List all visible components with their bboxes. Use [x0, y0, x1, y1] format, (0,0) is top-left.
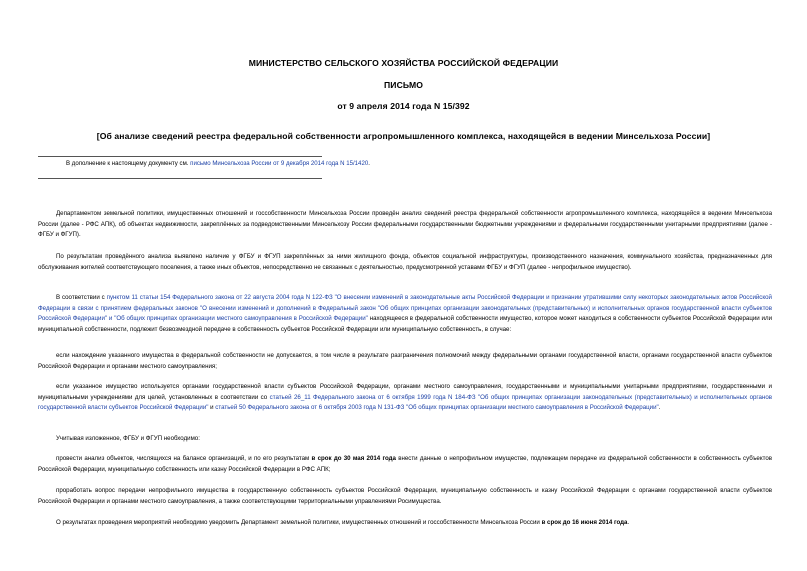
- paragraph-results: По результатам проведённого анализа выявлено наличие у ФГБУ и ФГУП закреплённых за ними жилищного фонда, объектов социальной инфраструктуры, производственного назначения, коммунального хозяйства, предназначенных для обслуживания жителей соответствующего поселения, а также иных объектов, непосредственно не связанных с деятельностью, предусмотренной уставами ФГБУ и ФГУП (далее - непрофильное имущество).: [38, 253, 772, 271]
- case-two-text-end: .: [658, 404, 661, 412]
- deadline-june-16: в срок до 16 июня 2014 года: [541, 519, 628, 526]
- action-analysis-text-start: провести анализ объектов, числящихся на балансе организаций, и по его результатам: [56, 455, 312, 462]
- reference-note-link[interactable]: письмо Минсельхоза России от 9 декабря 2014 года N 15/1420: [190, 160, 369, 167]
- legal-basis-text-start: В соответствии с: [56, 294, 107, 301]
- action-analysis-text-end: внести данные о непрофильном имуществе, подлежащем передаче из федеральной собственности в собственность субъектов Российской Федерации, муниципальную собственность или казну Российской Федерации в РФС АПК;: [38, 455, 772, 473]
- document-type-heading: ПИСЬМО: [384, 80, 423, 90]
- paragraph-action-analysis: [38, 454, 772, 475]
- law-184-fz-link[interactable]: статьей 26_11 Федерального закона от 6 октября 1999 года N 184-ФЗ "Об общих принципах организации законодательных (представительных) и исполнительных органов государственной власти субъектов Российской Федерации": [38, 393, 773, 412]
- paragraph-action-transfer: проработать вопрос передачи непрофильного имущества в государственную собственность субъектов Российской Федерации, муниципальную собственность и казну Российской Федерации с органами государственной власти субъектов Российской Федерации и органами местного самоуправления, а также соответствующими территориальными управлениями Росимущества.: [38, 487, 772, 505]
- case-two-text-start: если указанное имущество используется органами государственной власти субъектов Российской Федерации, органами местного самоуправления, государственными и муниципальными унитарными предприятиями, государственными и муниципальными учреждениями для целей, установленных в соответствии со: [38, 383, 772, 401]
- paragraph-legal-basis: [38, 293, 772, 335]
- paragraph-required-actions: Учитывая изложенное, ФГБУ и ФГУП необходимо:: [56, 435, 200, 442]
- deadline-may-30: в срок до 30 мая 2014 года: [311, 455, 396, 462]
- paragraph-notify: [38, 518, 772, 529]
- note-bottom-divider: [38, 178, 322, 179]
- notify-text-start: О результатах проведения мероприятий необходимо уведомить Департамент земельной политики, имущественных отношений и госсобственности Минсельхоза России: [56, 519, 542, 526]
- ministry-heading: МИНИСТЕРСТВО СЕЛЬСКОГО ХОЗЯЙСТВА РОССИЙСКОЙ ФЕДЕРАЦИИ: [248, 58, 559, 68]
- note-top-divider: [38, 156, 322, 157]
- law-122-fz-link[interactable]: пунктом 11 статьи 154 Федерального закона от 22 августа 2004 года N 122-ФЗ "О внесении изменений в законодательные акты Российской Федерации и признании утратившими силу некоторых законодательных актов Российской Федерации в связи с принятием федеральных законов "О внесении изменений и дополнений в Федеральный закон "Об общих принципах организации законодательных (представительных) и исполнительных органов государственной власти субъектов Российской Федерации" и "Об общих принципах организации местного самоуправления в Российской Федерации": [38, 294, 772, 323]
- paragraph-case-one: если нахождение указанного имущества в федеральной собственности не допускается, в том числе в результате разграничения полномочий между федеральными органами государственной власти, органами государственной власти субъектов Российской Федерации и органами местного самоуправления;: [38, 352, 772, 370]
- reference-note: [66, 160, 370, 167]
- law-131-fz-link[interactable]: статьей 50 Федерального закона от 6 октября 2003 года N 131-ФЗ "Об общих принципах организации местного самоуправления в Российской Федерации": [215, 404, 659, 412]
- reference-note-suffix: .: [368, 160, 370, 167]
- paragraph-analysis: Департаментом земельной политики, имущественных отношений и госсобственности Минсельхоза России проведён анализ сведений реестра федеральной собственности агропромышленного комплекса, находящейся в ведении Минсельхоза России (далее - РФС АПК), об объектах недвижимости, закреплённых за подведомственными Минсельхозу России федеральными государственными бюджетными учреждениями и федеральными государственными унитарными предприятиями (далее - ФГБУ и ФГУП).: [38, 210, 772, 239]
- case-two-text-mid: и: [208, 404, 216, 412]
- legal-basis-text-end: находящееся в федеральной собственности имущество, которое может находиться в собственности субъектов Российской Федерации или муниципальной собственности, подлежит безвозмездной передаче в собственность субъектов Российской Федерации или муниципальную собственность, в случае:: [38, 315, 773, 333]
- notify-text-end: .: [627, 519, 630, 526]
- reference-note-prefix: В дополнение к настоящему документу см.: [66, 160, 191, 167]
- document-subject: [Об анализе сведений реестра федеральной собственности агропромышленного комплекса, находящейся в ведении Минсельхоза России]: [96, 131, 711, 141]
- paragraph-case-two: [38, 382, 772, 414]
- document-date-number: от 9 апреля 2014 года N 15/392: [337, 101, 470, 111]
